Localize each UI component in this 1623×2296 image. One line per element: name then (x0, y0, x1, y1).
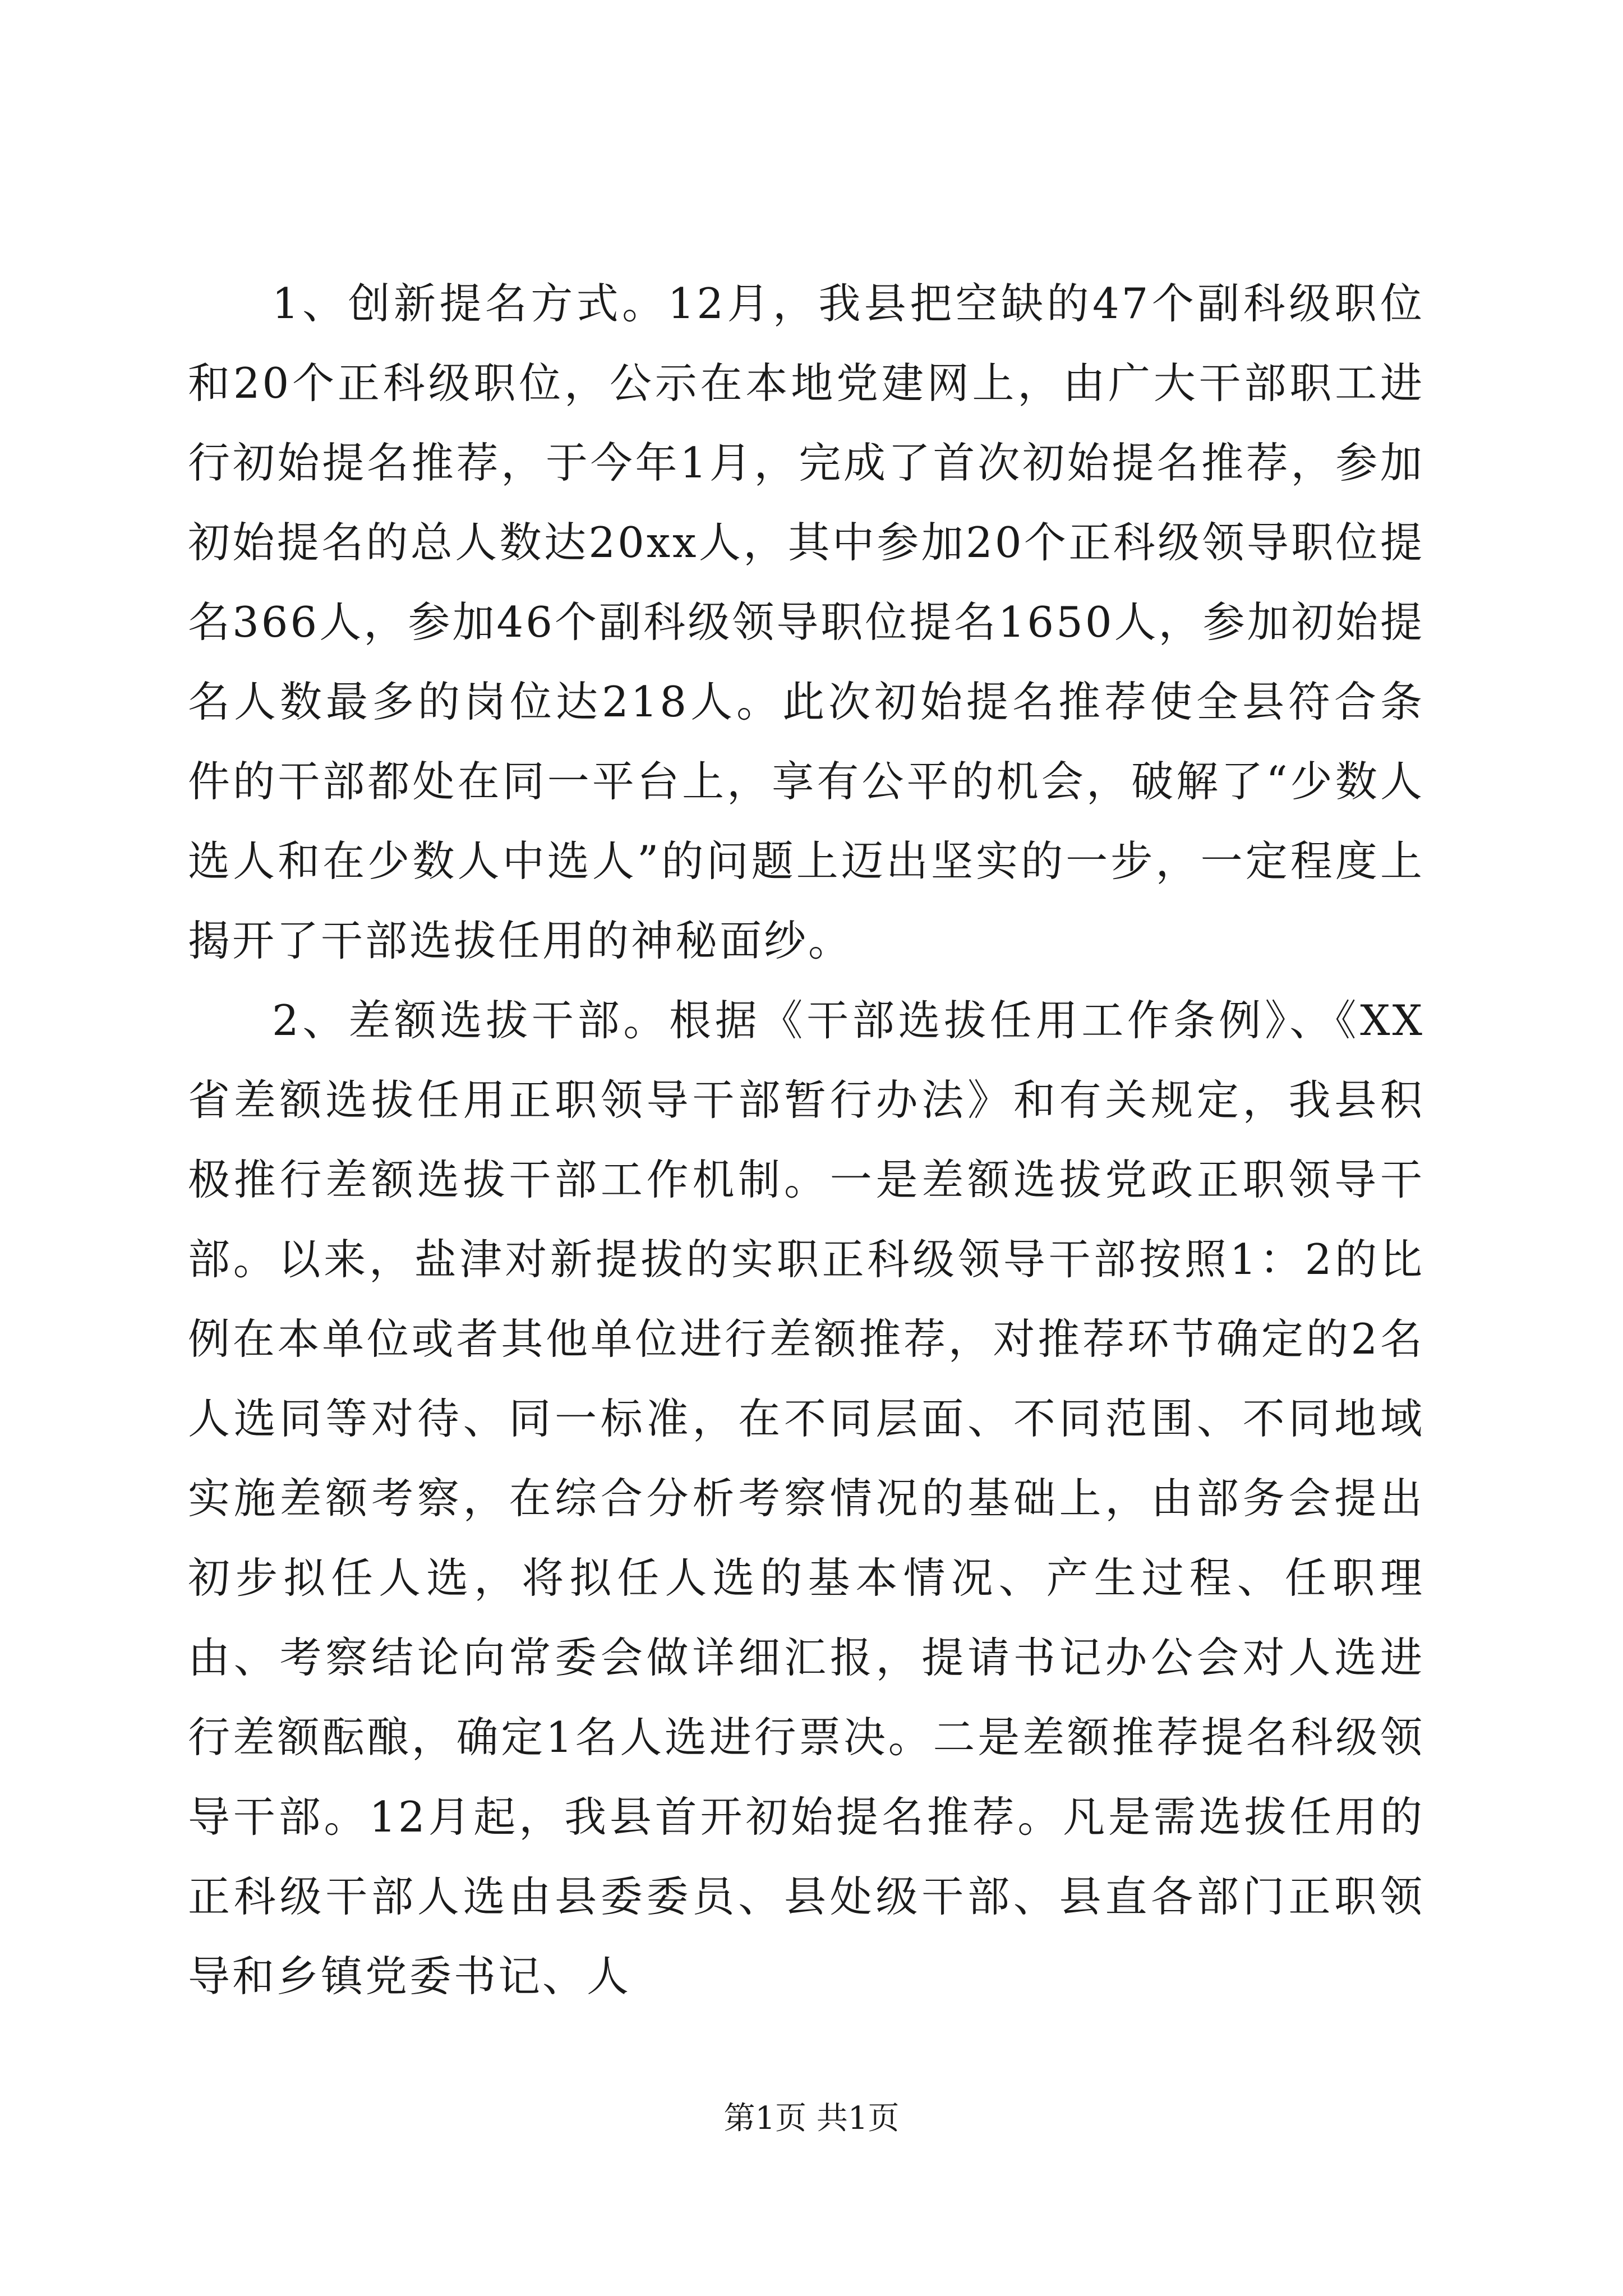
page-footer (0, 2099, 1623, 2138)
paragraph-2: 2、差额选拔干部。根据《干部选拔任用工作条例》、《XX省差额选拔任用正职领导干部暂行办法》和有关规定，我县积极推行差额选拔干部工作机制。一是差额选拔党政正职领导干部。以来，盐津对新提拔的实职正科级领导干部按照1：2的比例在本单位或者其他单位进行差额推荐，对推荐环节确定的2名人选同等对待、同一标准，在不同层面、不同范围、不同地域实施差额考察，在综合分析考察情况的基础上，由部务会提出初步拟任人选，将拟任人选的基本情况、产生过程、任职理由、考察结论向常委会做详细汇报，提请书记办公会对人选进行差额酝酿，确定1名人选进行票决。二是差额推荐提名科级领导干部。12月起，我县首开初始提名推荐。凡是需选拔任用的正科级干部人选由县委委员、县处级干部、县直各部门正职领导和乡镇党委书记、人 (188, 996, 1424, 2001)
page-number-label: 第1页 共1页 (723, 2100, 900, 2137)
paragraph-1: 1、创新提名方式。12月，我县把空缺的47个副科级职位和20个正科级职位，公示在本地党建网上，由广大干部职工进行初始提名推荐，于今年1月，完成了首次初始提名推荐，参加初始提名的总人数达20xx人，其中参加20个正科级领导职位提名366人，参加46个副科级领导职位提名1650人，参加初始提名人数最多的岗位达218人。此次初始提名推荐使全县符合条件的干部都处在同一平台上，享有公平的机会，破解了“少数人选人和在少数人中选人”的问题上迈出坚实的一步，一定程度上揭开了干部选拔任用的神秘面纱。 (188, 279, 1424, 965)
document-body (188, 264, 1424, 2016)
